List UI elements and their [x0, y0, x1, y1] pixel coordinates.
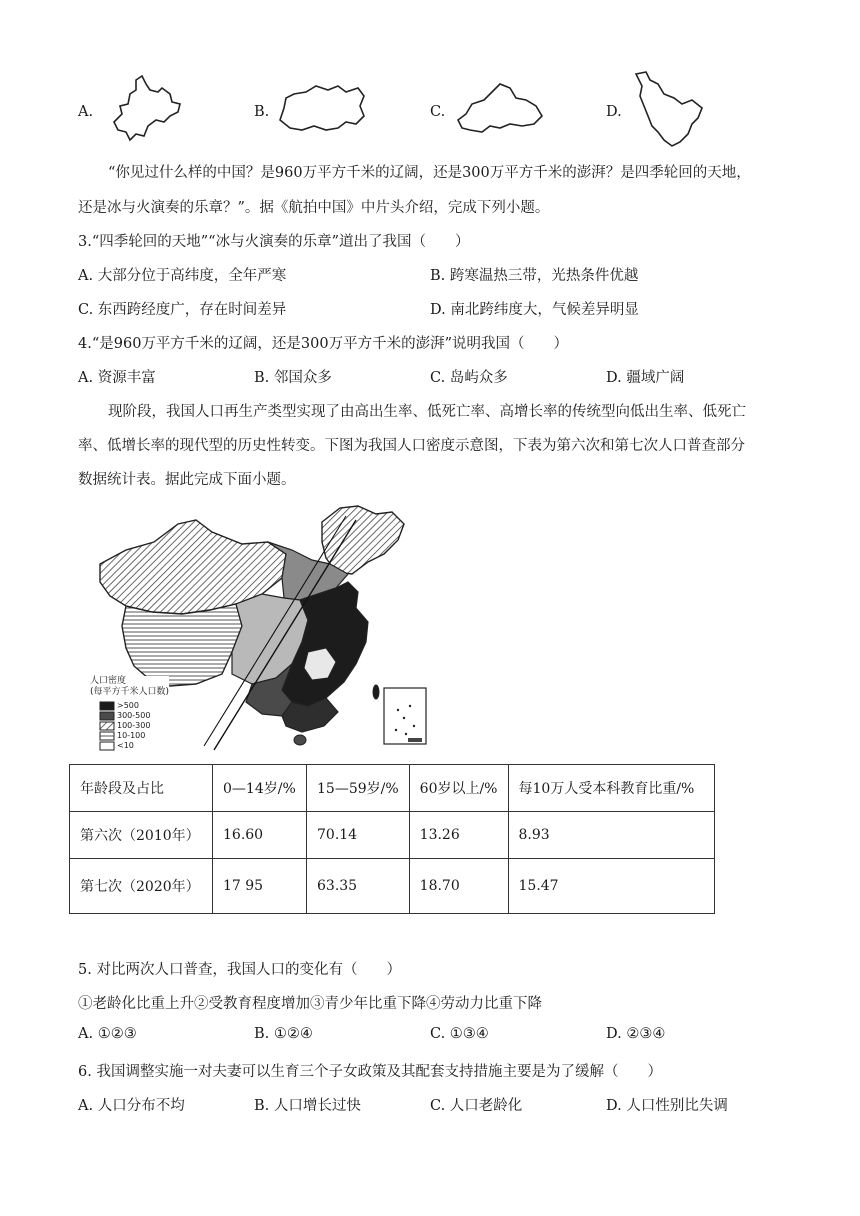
q3-stem: 3.“四季轮回的天地”“冰与火演奏的乐章”道出了我国（ ）: [78, 234, 470, 250]
q6-stem: 6. 我国调整实施一对夫妻可以生育三个子女政策及其配套支持措施主要是为了缓解（ ）: [78, 1064, 662, 1080]
table-header-cell: 年龄段及占比: [70, 765, 213, 812]
legend-item-300-500: 300-500: [117, 711, 151, 720]
province-outline-shaanxi-icon: [452, 70, 552, 150]
q5-statements: ①老龄化比重上升②受教育程度增加③青少年比重下降④劳动力比重下降: [78, 996, 542, 1012]
q4-stem: 4.“是960万平方千米的辽阔，还是300万平方千米的澎湃”说明我国（ ）: [78, 336, 569, 352]
census-table: [69, 764, 715, 914]
table-header-cell: 每10万人受本科教育比重/%: [508, 765, 714, 812]
table-header-cell: 15—59岁/%: [307, 765, 410, 812]
q3-option-a[interactable]: A. 大部分位于高纬度，全年严寒: [78, 268, 287, 284]
legend-item-100-300: 100-300: [117, 721, 151, 730]
map-legend: [100, 702, 114, 750]
passage2-line3: 数据统计表。据此完成下面小题。: [78, 472, 296, 488]
table-cell: 18.70: [409, 859, 508, 914]
legend-title-line1: 人口密度: [90, 676, 127, 686]
option-label: D.: [606, 104, 622, 120]
q3-option-d[interactable]: D. 南北跨纬度大，气候差异明显: [430, 302, 639, 318]
map-legend-labels: [117, 701, 150, 751]
map-inset-south-sea: [384, 688, 426, 744]
q5-stem: 5. 对比两次人口普查，我国人口的变化有（ ）: [78, 962, 401, 978]
option-label: C.: [430, 104, 446, 120]
q3-option-c[interactable]: C. 东西跨经度广，存在时间差异: [78, 302, 287, 318]
q3-option-b[interactable]: B. 跨寒温热三带，光热条件优越: [430, 268, 639, 284]
q5-option-b[interactable]: B. ①②④: [254, 1026, 313, 1042]
table-row: [70, 859, 715, 914]
table-header-cell: 60岁以上/%: [409, 765, 508, 812]
map-region-northeast: [322, 506, 404, 574]
table-cell: 8.93: [508, 812, 714, 859]
table-cell: 第六次（2010年）: [70, 812, 213, 859]
province-outline-yunnan-icon: [100, 70, 200, 150]
table-cell: 70.14: [307, 812, 410, 859]
passage2-line1: 现阶段，我国人口再生产类型实现了由高出生率、低死亡率、高增长率的传统型向低出生率、低死亡: [108, 404, 746, 420]
table-cell: 第七次（2020年）: [70, 859, 213, 914]
table-cell: 15.47: [508, 859, 714, 914]
province-outline-qinghai-icon: [276, 70, 376, 150]
q6-option-d[interactable]: D. 人口性别比失调: [606, 1098, 728, 1114]
legend-item-lt10: <10: [117, 741, 134, 750]
q5-option-a[interactable]: A. ①②③: [78, 1026, 137, 1042]
q4-option-d[interactable]: D. 疆域广阔: [606, 370, 685, 386]
passage1-line1: “你见过什么样的中国？是960万平方千米的辽阔，还是300万平方千米的澎湃？是四季轮回的天地，: [108, 165, 751, 181]
legend-title-line2: (每平方千米人口数): [90, 687, 170, 697]
map-region-plateau: [122, 604, 242, 686]
table-cell: 16.60: [213, 812, 307, 859]
map-island-taiwan: [373, 685, 379, 699]
option-label: B.: [254, 104, 270, 120]
q6-option-a[interactable]: A. 人口分布不均: [78, 1098, 185, 1114]
population-density-map: [86, 502, 446, 754]
q6-option-b[interactable]: B. 人口增长过快: [254, 1098, 361, 1114]
q4-option-a[interactable]: A. 资源丰富: [78, 370, 156, 386]
passage2-line2: 率、低增长率的现代型的历史性转变。下图为我国人口密度示意图，下表为第六次和第七次人口普查部分: [78, 438, 745, 454]
map-island-hainan: [294, 735, 306, 745]
province-outline-heilongjiang-icon: [628, 70, 728, 152]
q4-option-b[interactable]: B. 邻国众多: [254, 370, 332, 386]
passage1-line2: 还是冰与火演奏的乐章？”。据《航拍中国》中片头介绍，完成下列小题。: [78, 200, 550, 216]
table-header-row: [70, 765, 715, 812]
legend-item-10-100: 10-100: [117, 731, 146, 740]
table-cell: 63.35: [307, 859, 410, 914]
q5-option-c[interactable]: C. ①③④: [430, 1026, 489, 1042]
table-cell: 17 95: [213, 859, 307, 914]
table-row: [70, 812, 715, 859]
table-header-cell: 0—14岁/%: [213, 765, 307, 812]
q5-option-d[interactable]: D. ②③④: [606, 1026, 666, 1042]
legend-item-gt500: >500: [117, 701, 139, 710]
q6-option-c[interactable]: C. 人口老龄化: [430, 1098, 523, 1114]
q4-option-c[interactable]: C. 岛屿众多: [430, 370, 508, 386]
map-legend-title: [90, 676, 169, 698]
table-cell: 13.26: [409, 812, 508, 859]
option-label: A.: [78, 104, 94, 120]
